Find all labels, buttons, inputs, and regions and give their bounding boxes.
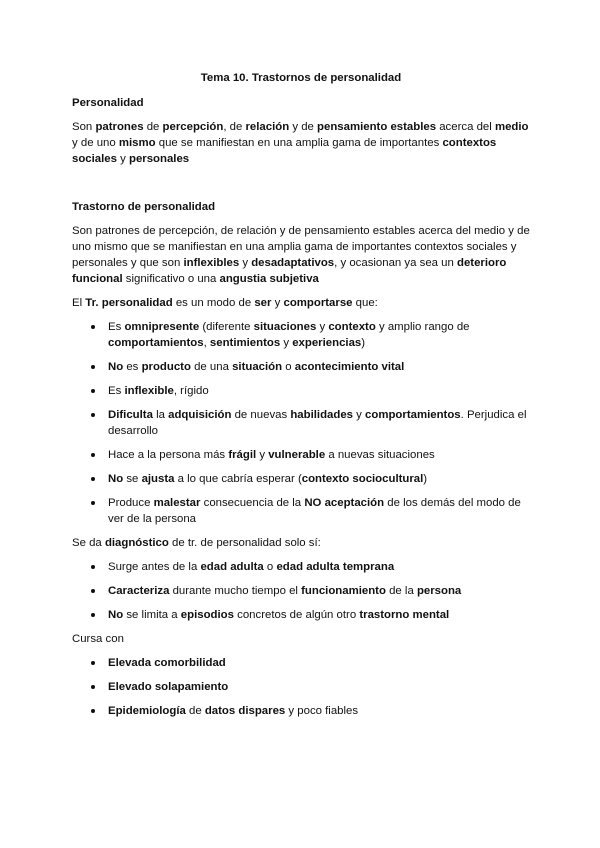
paragraph: [72, 631, 530, 647]
text-run: Surge antes de la: [108, 561, 201, 573]
bold-text: contexto sociocultural: [301, 473, 424, 485]
bold-text: situación: [232, 361, 283, 373]
text-run: la: [152, 409, 169, 421]
text-run: Cursa con: [72, 633, 124, 645]
bold-text: percepción: [162, 121, 224, 133]
text-run: ): [423, 473, 428, 485]
bold-text: diagnóstico: [104, 537, 169, 549]
text-run: de: [185, 705, 205, 717]
bold-text: frágil: [228, 449, 257, 461]
bold-text: No: [108, 609, 124, 621]
document-page: [72, 70, 530, 727]
bold-text: Dificulta: [108, 409, 153, 421]
bold-text: Personalidad: [72, 97, 144, 109]
bold-text: medio: [494, 121, 529, 133]
section-heading: [72, 95, 530, 111]
bold-text: datos dispares: [204, 705, 286, 717]
text-run: de tr. de personalidad solo sí:: [168, 537, 321, 549]
bold-text: No: [108, 473, 124, 485]
text-run: y: [239, 257, 252, 269]
text-run: , rígido: [173, 385, 209, 397]
list-item: [72, 383, 530, 399]
text-run: de: [143, 121, 163, 133]
list-item: [72, 495, 530, 527]
text-run: acerca del: [436, 121, 495, 133]
bold-text: sentimientos: [209, 337, 281, 349]
bold-text: situaciones: [253, 321, 317, 333]
text-run: (diferente: [199, 321, 254, 333]
list-item: [72, 703, 530, 719]
text-run: significativo o una: [122, 273, 220, 285]
bold-text: Caracteriza: [108, 585, 170, 597]
bold-text: relación: [245, 121, 290, 133]
text-run: Son patrones de percepción, de relación y de pensamiento estables acerca del medio y de uno mismo que se manifiestan en una amplia gama de importantes contextos sociales y personales y que son: [72, 225, 530, 269]
bold-text: ajusta: [141, 473, 175, 485]
text-run: y de uno: [72, 137, 119, 149]
bold-text: Epidemiología: [108, 705, 186, 717]
text-run: , de: [223, 121, 246, 133]
text-run: ): [361, 337, 366, 349]
text-run: . Perjudica el desarrollo: [108, 409, 527, 437]
bold-text: Tr. personalidad: [85, 297, 173, 309]
list-item: [72, 559, 530, 575]
text-run: consecuencia de la: [200, 497, 305, 509]
bold-text: omnipresente: [124, 321, 200, 333]
text-run: ,: [203, 337, 210, 349]
text-run: Hace a la persona más: [108, 449, 229, 461]
bold-text: inflexible: [124, 385, 174, 397]
paragraph: [72, 295, 530, 311]
text-run: durante mucho tiempo el: [169, 585, 302, 597]
section-heading: [72, 199, 530, 215]
bold-text: episodios: [180, 609, 234, 621]
list-item: [72, 447, 530, 463]
text-run: concretos de algún otro: [233, 609, 360, 621]
bold-text: desadaptativos: [251, 257, 335, 269]
text-run: y: [280, 337, 293, 349]
text-run: y: [116, 153, 129, 165]
text-run: de los demás del modo de ver de la persona: [108, 497, 521, 525]
list-item: [72, 607, 530, 623]
bold-text: patrones: [95, 121, 144, 133]
bold-text: NO aceptación: [304, 497, 385, 509]
bold-text: comportarse: [283, 297, 353, 309]
spacer: [72, 175, 530, 199]
paragraph: [72, 535, 530, 551]
bold-text: No: [108, 361, 124, 373]
text-run: es: [123, 361, 142, 373]
bold-text: edad adulta temprana: [276, 561, 395, 573]
text-run: es un modo de: [172, 297, 255, 309]
text-run: que:: [352, 297, 378, 309]
text-run: Se da: [72, 537, 105, 549]
text-run: a nuevas situaciones: [325, 449, 435, 461]
bold-text: inflexibles: [183, 257, 240, 269]
paragraph: [72, 223, 530, 287]
bold-text: habilidades: [290, 409, 354, 421]
bold-text: Tema 10. Trastornos de personalidad: [200, 72, 402, 84]
bold-text: Elevada comorbilidad: [108, 657, 226, 669]
bold-text: persona: [416, 585, 462, 597]
bold-text: mismo: [118, 137, 156, 149]
bold-text: Trastorno de personalidad: [72, 201, 216, 213]
text-run: y: [353, 409, 366, 421]
list-item: [72, 655, 530, 671]
bullet-list: [72, 559, 530, 623]
list-item: [72, 679, 530, 695]
text-run: , y ocasionan ya sea un: [334, 257, 457, 269]
bold-text: edad adulta: [200, 561, 264, 573]
text-run: Produce: [108, 497, 154, 509]
text-run: y amplio rango de: [375, 321, 470, 333]
bold-text: personales: [129, 153, 190, 165]
text-run: El: [72, 297, 86, 309]
text-run: de la: [385, 585, 417, 597]
bold-text: vulnerable: [268, 449, 326, 461]
bold-text: acontecimiento vital: [294, 361, 405, 373]
text-run: y: [316, 321, 329, 333]
text-run: a lo que cabría esperar (: [174, 473, 302, 485]
text-run: Es: [108, 321, 125, 333]
text-run: se: [123, 473, 142, 485]
text-run: que se manifiestan en una amplia gama de importantes: [155, 137, 443, 149]
bold-text: pensamiento estables: [317, 121, 437, 133]
text-run: o: [263, 561, 277, 573]
bold-text: Elevado solapamiento: [108, 681, 229, 693]
text-run: y de: [289, 121, 318, 133]
text-run: de nuevas: [231, 409, 291, 421]
bold-text: producto: [141, 361, 191, 373]
bold-text: malestar: [153, 497, 201, 509]
bold-text: comportamientos: [365, 409, 461, 421]
bold-text: angustia subjetiva: [219, 273, 319, 285]
bullet-list: [72, 655, 530, 719]
list-item: [72, 359, 530, 375]
text-run: y: [271, 297, 284, 309]
text-run: Son: [72, 121, 96, 133]
text-run: Es: [108, 385, 125, 397]
bullet-list: [72, 319, 530, 527]
bold-text: experiencias: [292, 337, 362, 349]
bold-text: contextos sociales: [72, 137, 497, 165]
text-run: o: [282, 361, 295, 373]
bold-text: contexto: [328, 321, 376, 333]
bold-text: trastorno mental: [359, 609, 450, 621]
bold-text: comportamientos: [108, 337, 204, 349]
list-item: [72, 583, 530, 599]
text-run: se limita a: [123, 609, 181, 621]
bold-text: adquisición: [168, 409, 232, 421]
text-run: de una: [190, 361, 233, 373]
bold-text: deterioro funcional: [72, 257, 507, 285]
list-item: [72, 407, 530, 439]
bold-text: funcionamiento: [301, 585, 386, 597]
paragraph: [72, 119, 530, 167]
text-run: y: [256, 449, 269, 461]
bold-text: ser: [254, 297, 272, 309]
document-title: [72, 70, 530, 86]
list-item: [72, 319, 530, 351]
list-item: [72, 471, 530, 487]
text-run: y poco fiables: [285, 705, 359, 717]
